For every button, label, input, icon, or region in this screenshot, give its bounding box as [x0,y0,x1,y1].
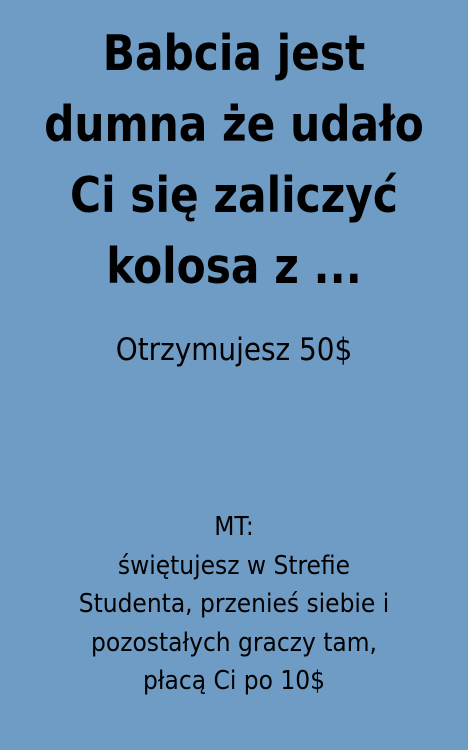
headline-line: Ci się zaliczyć [70,167,398,224]
headline-line: kolosa z ... [106,238,362,295]
mt-line: płacą Ci po 10$ [143,666,325,696]
mt-line: Studenta, przenieś siebie i [78,589,390,619]
reward-text: Otrzymujesz 50$ [115,332,353,368]
mt-line: pozostałych graczy tam, [91,627,377,658]
mt-line: świętujesz w Strefie [117,550,351,581]
mt-instruction [10,508,458,701]
card-headline [19,18,449,302]
mt-label: MT: [214,512,254,542]
headline-line: dumna że udało [44,96,424,153]
headline-line: Babcia jest [102,25,366,82]
